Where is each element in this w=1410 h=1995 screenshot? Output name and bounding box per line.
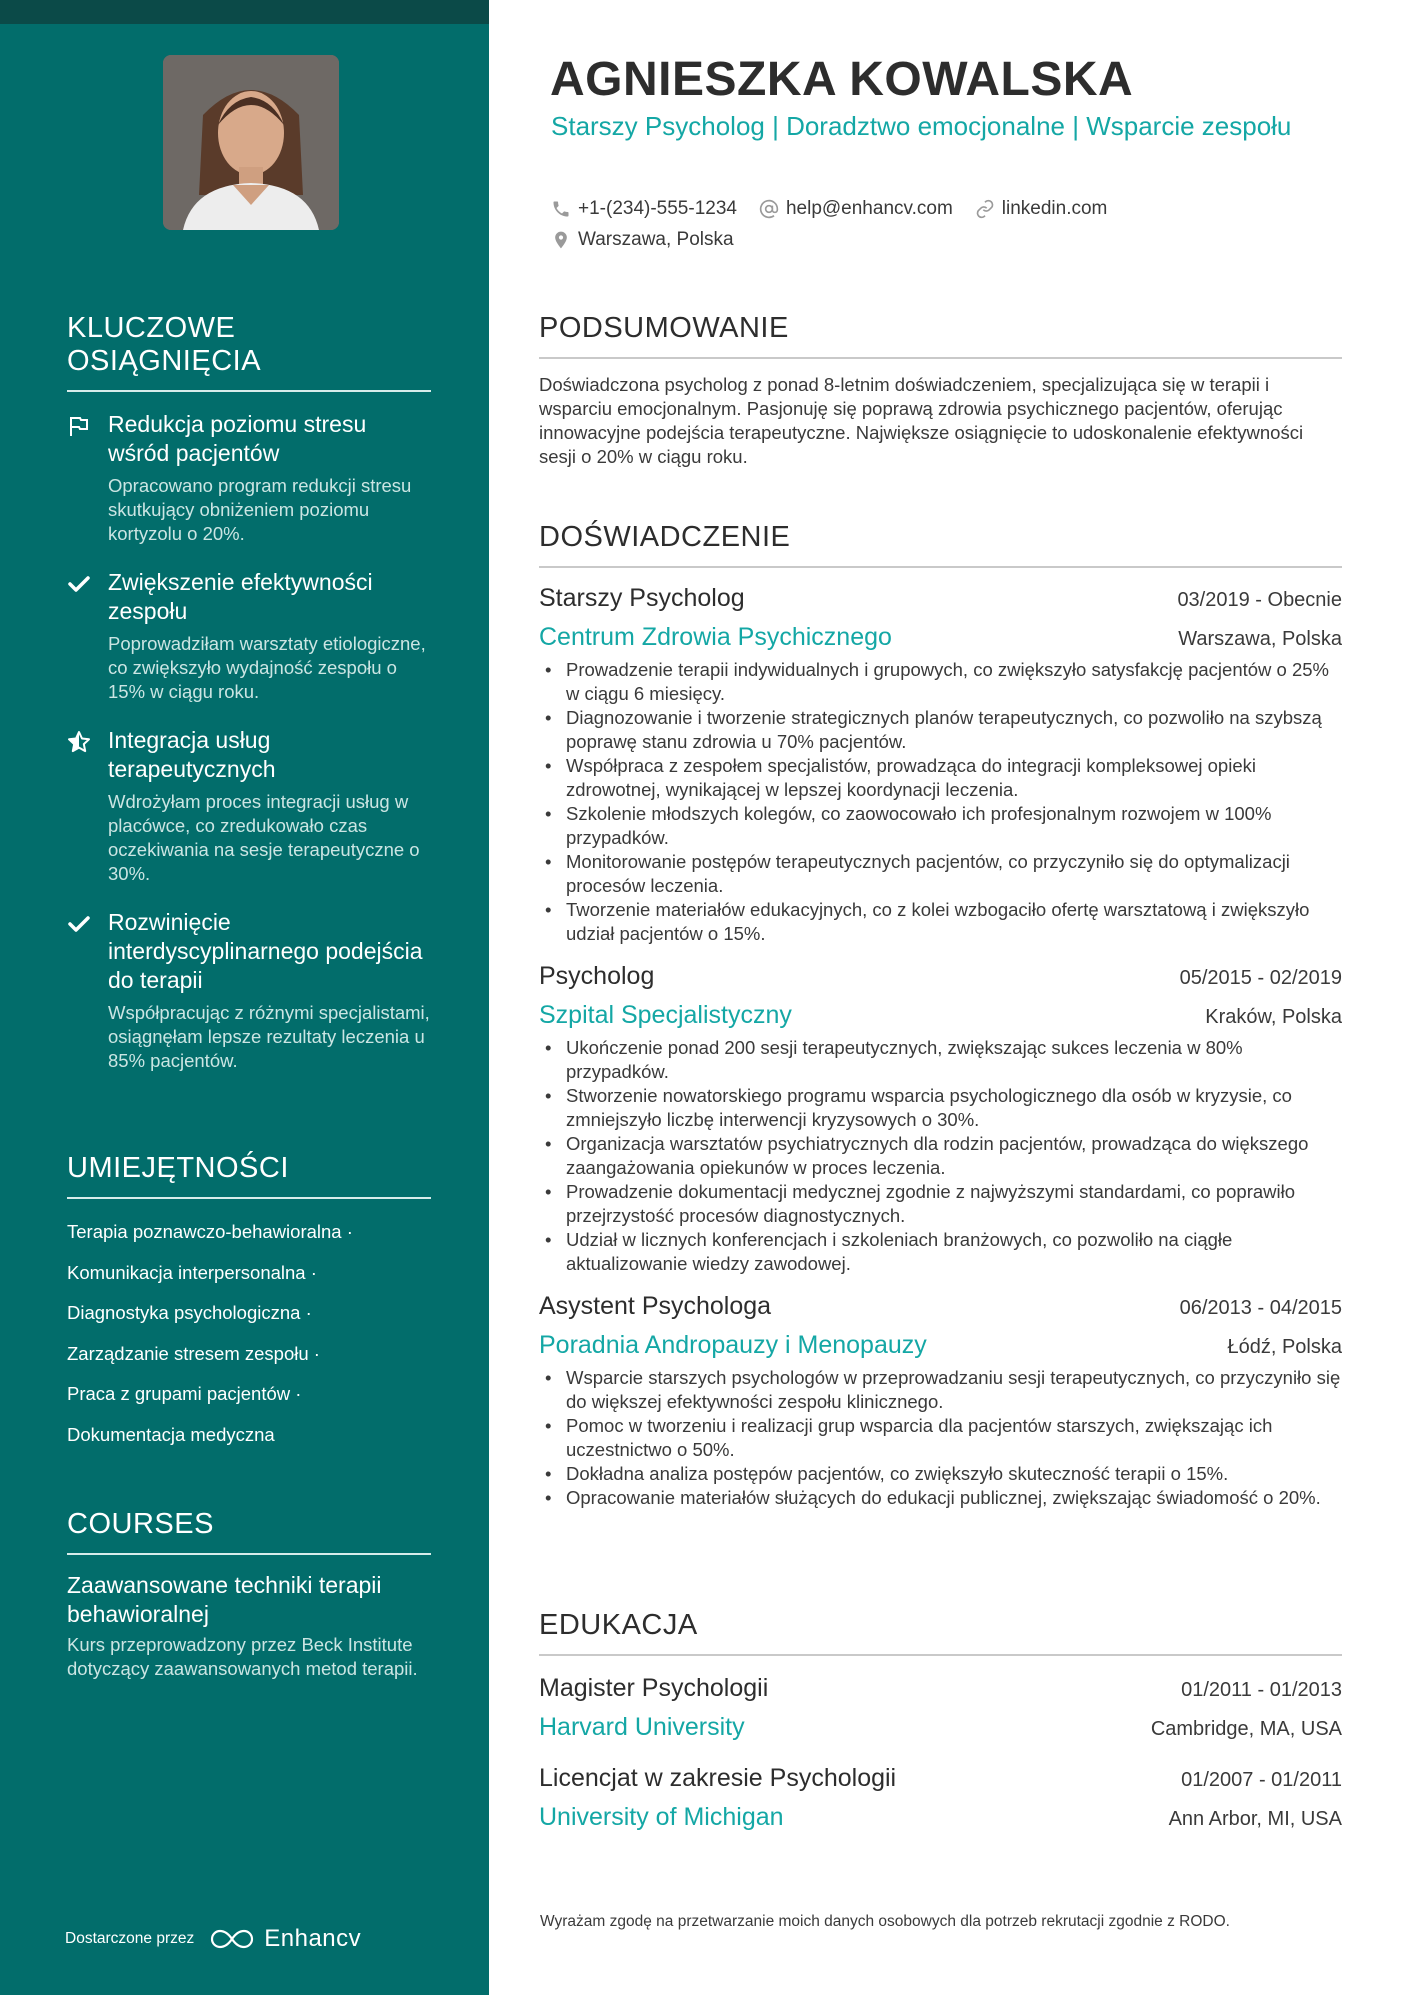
infinity-icon	[208, 1927, 256, 1951]
course-title: Zaawansowane techniki terapii behawioralnej	[67, 1572, 382, 1627]
brand-name: Enhancv	[264, 1925, 362, 1952]
job-bullet: • Monitorowanie postępów terapeutycznych pacjentów, co przyczyniło się do optymalizacji procesów leczenia.	[539, 850, 1342, 898]
achievement-item	[67, 726, 431, 886]
job-company: Centrum Zdrowia Psychicznego	[539, 623, 892, 651]
job-bullet: • Ukończenie ponad 200 sesji terapeutycznych, zwiększając sukces leczenia w 80% przypadków.	[539, 1036, 1342, 1084]
job-bullet: • Szkolenie młodszych kolegów, co zaowocowało ich profesjonalnym rozwojem w 100% przypadków.	[539, 802, 1342, 850]
job-bullets	[539, 1366, 1342, 1510]
job-entry	[539, 584, 1342, 946]
school: Harvard University	[539, 1713, 745, 1741]
school-location: Ann Arbor, MI, USA	[1168, 1808, 1342, 1830]
job-entry	[539, 1292, 1342, 1510]
achievement-title: Redukcja poziomu stresu wśród pacjentów	[108, 411, 367, 466]
check-icon	[67, 912, 91, 936]
phone-icon	[551, 199, 571, 219]
consent-note: Wyrażam zgodę na przetwarzanie moich danych osobowych dla potrzeb rekrutacji zgodnie z RODO.	[540, 1913, 1230, 1930]
experience-section	[539, 521, 1342, 1510]
location-text: Warszawa, Polska	[578, 228, 734, 250]
contact-info	[551, 193, 1129, 255]
job-company: Szpital Specjalistyczny	[539, 1001, 792, 1029]
skill-item: Diagnostyka psychologiczna ·	[67, 1302, 312, 1323]
job-dates: 06/2013 - 04/2015	[1179, 1297, 1342, 1319]
achievement-desc: Poprowadziłam warsztaty etiologiczne, co zwiększyło wydajność zespołu o 15% w ciągu roku.	[108, 633, 426, 702]
education-title: EDUKACJA	[539, 1609, 1342, 1656]
summary-text: Doświadczona psycholog z ponad 8-letnim doświadczeniem, specjalizująca się w terapii i wsparciu emocjonalnym. Pasjonuję się poprawą zdrowia psychicznego pacjentów, oferując innowacyjne podejścia terapeutyczne. Największe osiągnięcie to udoskonalenie efektywności sesji o 20% w ciągu roku.	[539, 374, 1304, 467]
job-bullet: • Opracowanie materiałów służących do edukacji publicznej, zwiększając świadomość o 20%.	[539, 1486, 1342, 1510]
job-dates: 05/2015 - 02/2019	[1179, 967, 1342, 989]
skills-section	[67, 1152, 431, 1463]
job-bullet: • Dokładna analiza postępów pacjentów, co zwiększyło skuteczność terapii o 15%.	[539, 1462, 1342, 1486]
job-bullet: • Pomoc w tworzeniu i realizacji grup wsparcia dla pacjentów starszych, zwiększając ich uczestnictwo o 50%.	[539, 1414, 1342, 1462]
summary-title: PODSUMOWANIE	[539, 312, 1342, 359]
powered-label: Dostarczone przez	[65, 1930, 195, 1947]
achievement-item	[67, 568, 431, 704]
courses-title: COURSES	[67, 1508, 431, 1555]
achievement-desc: Wdrożyłam proces integracji usług w placówce, co zredukowało czas oczekiwania na sesje terapeutyczne o 30%.	[108, 791, 420, 884]
courses-section	[67, 1508, 431, 1681]
headline: Starszy Psycholog | Doradztwo emocjonalne | Wsparcie zespołu	[551, 111, 1292, 141]
job-entry	[539, 962, 1342, 1276]
job-location: Warszawa, Polska	[1178, 628, 1342, 650]
education-dates: 01/2011 - 01/2013	[1181, 1679, 1342, 1701]
linkedin-contact[interactable]	[975, 198, 1108, 220]
job-bullet: • Organizacja warsztatów psychiatrycznych dla rodzin pacjentów, prowadząca do większego zaangażowania opiekunów w proces leczenia.	[539, 1132, 1342, 1180]
skill-item: Dokumentacja medyczna	[67, 1423, 275, 1445]
location-contact	[551, 229, 734, 251]
job-bullets	[539, 1036, 1342, 1276]
sidebar	[0, 0, 489, 1995]
school: University of Michigan	[539, 1803, 784, 1831]
job-bullet: • Prowadzenie dokumentacji medycznej zgodnie z najwyższymi standardami, co poprawiło przejrzystość procesów diagnostycznych.	[539, 1180, 1342, 1228]
job-dates: 03/2019 - Obecnie	[1177, 589, 1342, 611]
achievement-desc: Współpracując z różnymi specjalistami, osiągnęłam lepsze rezultaty leczenia u 85% pacjentów.	[108, 1002, 430, 1071]
achievements-title: KLUCZOWE OSIĄGNIĘCIA	[67, 312, 431, 392]
job-bullet: • Stworzenie nowatorskiego programu wsparcia psychologicznego dla osób w kryzysie, co zmniejszyło liczbę interwencji kryzysowych o 30%.	[539, 1084, 1342, 1132]
job-title: Asystent Psychologa	[539, 1292, 772, 1320]
skill-item: Komunikacja interpersonalna ·	[67, 1261, 317, 1283]
enhancv-logo[interactable]	[208, 1925, 361, 1953]
linkedin-text: linkedin.com	[1001, 197, 1108, 219]
job-title: Starszy Psycholog	[539, 584, 745, 612]
location-pin-icon	[551, 230, 571, 250]
phone-text: +1-(234)-555-1234	[578, 197, 737, 219]
job-bullets	[539, 658, 1342, 946]
skill-item: Praca z grupami pacjentów ·	[67, 1383, 302, 1404]
profile-photo	[163, 55, 339, 230]
achievement-title: Zwiększenie efektywności zespołu	[108, 569, 373, 624]
flag-icon	[67, 414, 91, 438]
achievement-title: Integracja usług terapeutycznych	[108, 727, 276, 782]
job-company: Poradnia Andropauzy i Menopauzy	[539, 1331, 927, 1359]
education-entry	[539, 1674, 1342, 1742]
degree: Licencjat w zakresie Psychologii	[539, 1764, 897, 1792]
achievement-title: Rozwinięcie interdyscyplinarnego podejścia do terapii	[108, 909, 423, 993]
powered-by	[65, 1925, 361, 1953]
achievement-desc: Opracowano program redukcji stresu skutkujący obniżeniem poziomu kortyzolu o 20%.	[108, 475, 412, 544]
skills-title: UMIEJĘTNOŚCI	[67, 1152, 431, 1199]
phone-contact[interactable]	[551, 198, 737, 220]
experience-title: DOŚWIADCZENIE	[539, 521, 1342, 568]
summary-section	[539, 312, 1342, 469]
job-location: Łódź, Polska	[1227, 1336, 1342, 1358]
job-bullet: • Tworzenie materiałów edukacyjnych, co z kolei wzbogaciło ofertę warsztatową i zwiększyło udział pacjentów o 15%.	[539, 898, 1342, 946]
job-bullet: • Wsparcie starszych psychologów w przeprowadzaniu sesji terapeutycznych, co przyczyniło się do większej efektywności zespołu klinicznego.	[539, 1366, 1342, 1414]
skill-item: Zarządzanie stresem zespołu ·	[67, 1342, 320, 1364]
sidebar-top-bar	[0, 0, 489, 24]
email-text: help@enhancv.com	[785, 197, 953, 219]
link-icon	[975, 199, 995, 219]
job-bullet: • Diagnozowanie i tworzenie strategicznych planów terapeutycznych, co pozwoliło na szybszą poprawę stanu zdrowia u 70% pacjentów.	[539, 706, 1342, 754]
check-icon	[67, 572, 91, 596]
job-bullet: • Prowadzenie terapii indywidualnych i grupowych, co zwiększyło satysfakcję pacjentów o 25% w ciągu 6 miesięcy.	[539, 658, 1342, 706]
job-bullet: • Współpraca z zespołem specjalistów, prowadząca do integracji kompleksowej opieki zdrowotnej, wynikającej w lepszej koordynacji leczenia.	[539, 754, 1342, 802]
course-desc: Kurs przeprowadzony przez Beck Institute dotyczący zaawansowanych metod terapii.	[67, 1634, 418, 1679]
star-half-icon	[67, 730, 91, 754]
degree: Magister Psychologii	[539, 1674, 769, 1702]
school-location: Cambridge, MA, USA	[1150, 1718, 1342, 1740]
candidate-name: AGNIESZKA KOWALSKA	[550, 53, 1134, 106]
job-title: Psycholog	[539, 962, 655, 990]
education-dates: 01/2007 - 01/2011	[1181, 1769, 1342, 1791]
job-bullet: • Udział w licznych konferencjach i szkoleniach branżowych, co pozwoliło na ciągłe aktualizowanie wiedzy zawodowej.	[539, 1228, 1342, 1276]
achievement-item	[67, 908, 431, 1073]
achievements-section	[67, 312, 431, 1073]
achievement-item	[67, 410, 431, 546]
at-icon	[759, 199, 779, 219]
job-location: Kraków, Polska	[1205, 1006, 1342, 1028]
education-entry	[539, 1764, 1342, 1832]
email-contact[interactable]	[759, 198, 953, 220]
education-section	[539, 1609, 1342, 1832]
skill-item: Terapia poznawczo-behawioralna ·	[67, 1221, 353, 1242]
